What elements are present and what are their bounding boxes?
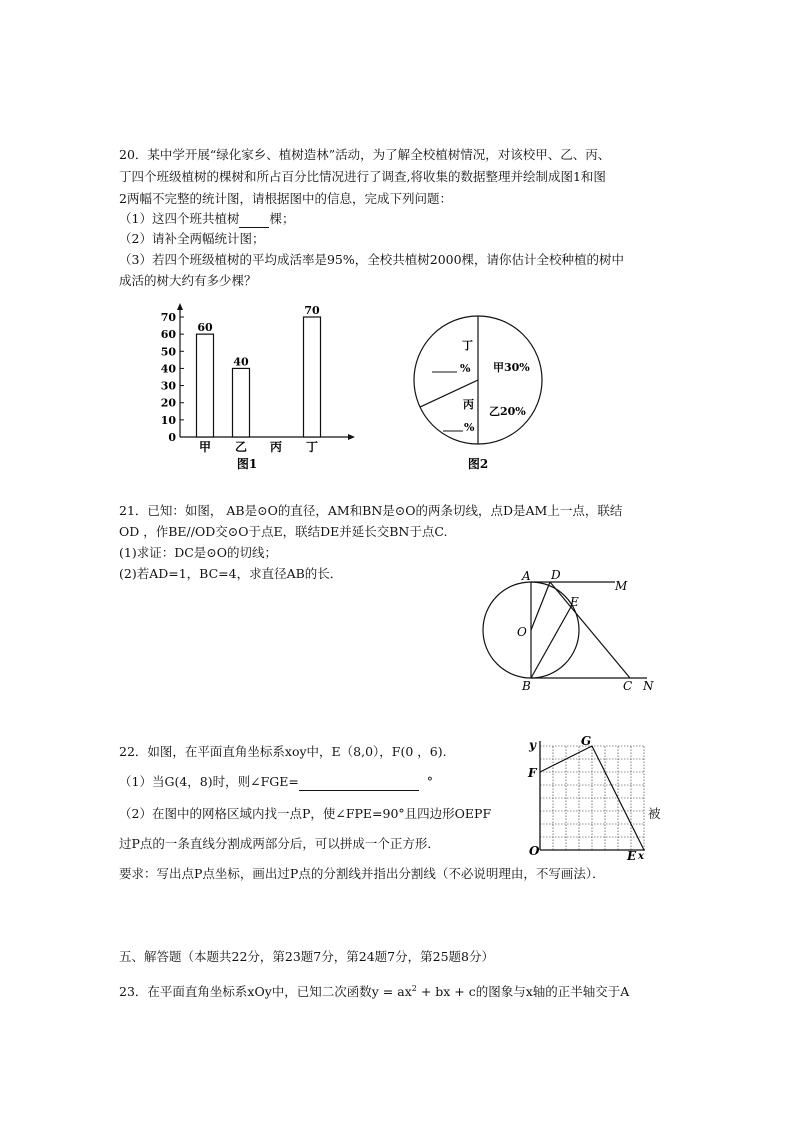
bar-y-tick-label: 20 (160, 396, 176, 410)
q23-text-a: 23．在平面直角坐标系xOy中，已知二次函数y = ax (119, 984, 412, 1000)
q20-sub1 (119, 211, 294, 228)
segment-dc (550, 582, 630, 678)
bar-chart-figure1 (150, 300, 365, 475)
q23-text-b: + bx + c的图象与x轴的正半轴交于A (416, 984, 630, 1000)
q22-sub2-bei: 被 (648, 806, 661, 821)
grid-figure (525, 735, 650, 863)
point-d-label: D (551, 568, 561, 582)
bar-category-label: 丙 (269, 440, 283, 454)
pie-chart-plot (414, 316, 542, 471)
pie-percent-bing: % (464, 421, 475, 434)
bar-丁 (304, 317, 321, 437)
origin-label: O (529, 844, 540, 858)
pie-percent-ding: % (460, 362, 471, 375)
section-5-heading: 五、解答题（本题共22分，第23题7分，第24题7分，第25题8分） (119, 949, 494, 964)
pie-chart-title: 图2 (467, 457, 489, 471)
bar-y-tick-label: 0 (168, 431, 176, 444)
bar-y-axis-arrow (177, 303, 183, 310)
bar-乙 (233, 368, 250, 437)
q23-line1 (119, 981, 629, 1000)
bar-y-tick-label: 50 (160, 345, 176, 359)
point-e-label: E (570, 595, 579, 609)
bar-x-axis-arrow (348, 434, 355, 440)
q20-sub3-line2: 成活的树大约有多少棵？ (119, 273, 257, 288)
q20-line2: 丁四个班级植树的棵树和所占百分比情况进行了调查,将收集的数据整理并绘制成图1和图 (119, 169, 606, 184)
q21-line2: OD ，作BE//OD交⊙O于点E，联结DE并延长交BN于点C. (119, 524, 448, 539)
x-axis-label: x (638, 851, 644, 862)
q20-sub1-unit: 棵； (269, 211, 295, 226)
q20-line1: 20．某中学开展“绿化家乡、植树造林”活动，为了解全校植树情况，对该校甲、乙、丙、 (119, 147, 611, 162)
circle-tangent-figure (475, 568, 665, 696)
q22-sub2-line1: （2）在图中的网格区域内找一点P，使∠FPE=90°且四边形OEPF (119, 806, 492, 821)
q22-sub1 (119, 774, 433, 791)
point-e-label: E (627, 849, 637, 863)
bar-data-label: 60 (197, 321, 213, 335)
bar-data-label: 40 (233, 355, 249, 369)
q20-sub2: （2）请补全两幅统计图； (119, 231, 265, 246)
bar-chart-title: 图1 (236, 457, 258, 471)
q22-requirement: 要求：写出点P点坐标，画出过P点的分割线并指出分割线（不必说明理由，不写画法）． (119, 866, 605, 881)
bar-y-tick-label: 10 (160, 413, 176, 427)
segment-od (531, 582, 550, 630)
point-n-label: N (643, 679, 654, 693)
point-g-label: G (581, 735, 592, 748)
q20-sub3-line1: （3）若四个班级植树的平均成活率是95%，全校共植树2000棵，请你估计全校种植的树中 (119, 252, 625, 267)
point-c-label: C (623, 679, 633, 693)
q20-sub1-text: （1）这四个班共植树 (119, 211, 240, 226)
point-b-label: B (522, 679, 531, 693)
answer-blank (299, 774, 419, 791)
bar-category-label: 甲 (198, 440, 212, 454)
bar-y-tick-label: 40 (160, 362, 176, 376)
y-axis-label: y (529, 738, 536, 752)
q20-line3: 2两幅不完整的统计图，请根据图中的信息，完成下列问题： (119, 191, 452, 206)
bar-y-tick-label: 70 (160, 311, 176, 324)
pie-label-jia: 甲30% (493, 361, 530, 374)
q22-degree: ° (426, 774, 434, 789)
q21-sub1: (1)求证：DC是⊙O的切线； (119, 545, 278, 560)
bar-category-label: 丁 (305, 440, 319, 454)
bar-category-label: 乙 (234, 440, 248, 454)
q22-sub1-text: （1）当G(4，8)时，则∠FGE= (119, 774, 299, 789)
answer-blank (239, 211, 269, 228)
bar-甲 (197, 334, 214, 437)
q23-superscript: 2 (411, 984, 417, 993)
pie-chart-figure2 (405, 305, 555, 475)
grid-lines (540, 746, 644, 850)
pie-label-ding: 丁 (462, 339, 473, 352)
point-o-label: O (517, 625, 527, 639)
pie-label-yi: 乙20% (489, 405, 526, 418)
point-f-label: F (528, 766, 537, 780)
bar-y-tick-label: 30 (160, 379, 176, 393)
point-a-label: A (522, 569, 531, 583)
q21-line1: 21．已知：如图， AB是⊙O的直径，AM和BN是⊙O的两条切线，点D是AM上一点，联结 (119, 503, 623, 518)
q22-line1: 22．如图，在平面直角坐标系xoy中，E（8,0），F(0 ，6). (119, 744, 447, 759)
bar-data-label: 70 (304, 304, 320, 317)
bar-y-tick-label: 60 (160, 328, 176, 342)
point-m-label: M (615, 579, 628, 593)
pie-label-bing: 丙 (463, 398, 474, 411)
bar-chart-plot (161, 303, 355, 471)
q22-sub2-line2: 过P点的一条直线分割成两部分后，可以拼成一个正方形． (119, 836, 440, 851)
q21-sub2: (2)若AD=1，BC=4，求直径AB的长． (119, 566, 343, 581)
